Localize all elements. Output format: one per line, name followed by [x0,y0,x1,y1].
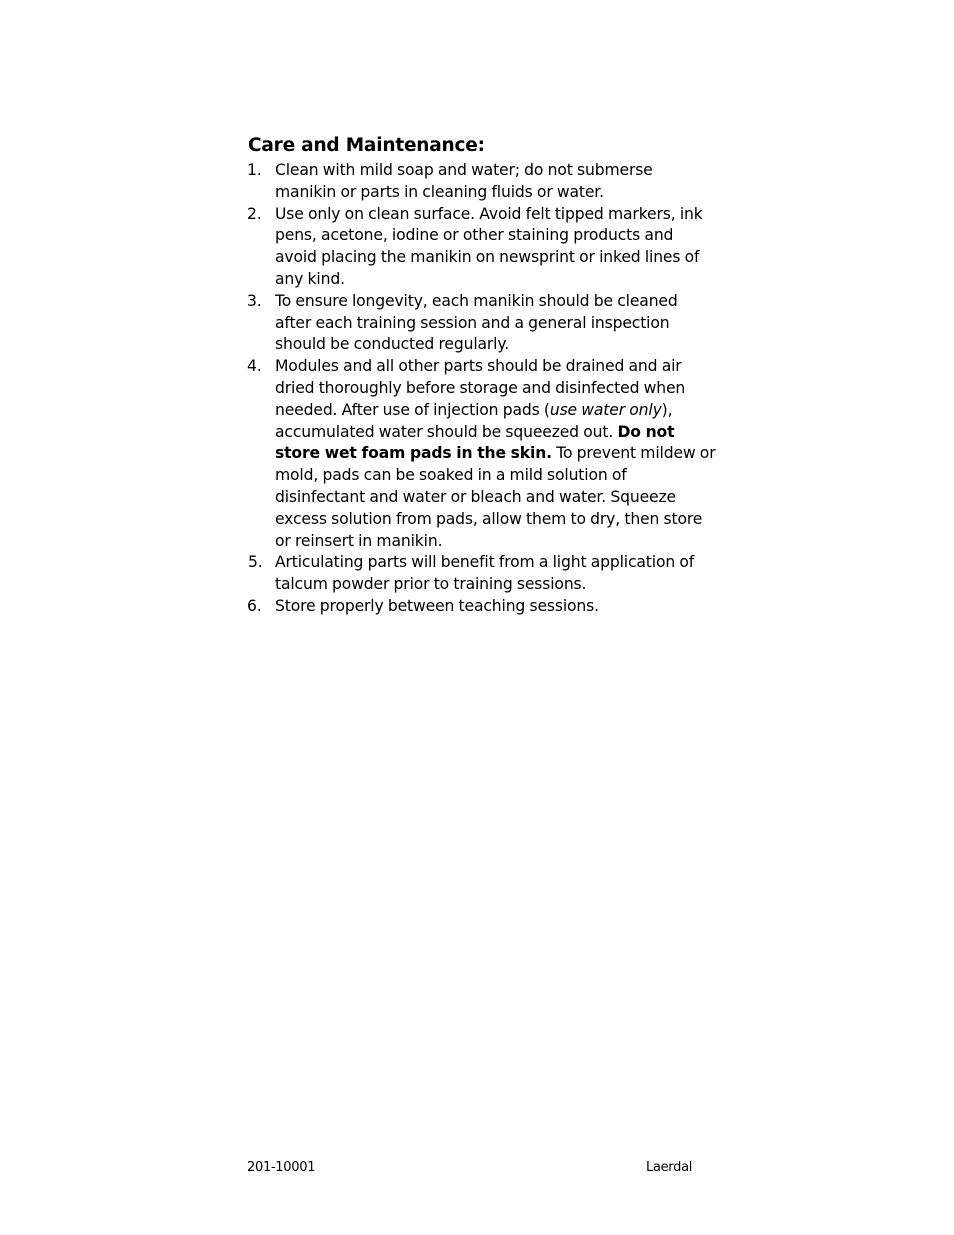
list-item [248,552,718,596]
footer-brand: Laerdal [646,1160,693,1175]
list-item-number: 5. [248,553,263,572]
list-item [248,596,718,618]
section-heading: Care and Maintenance: [248,135,485,156]
list-item-number: 1. [247,161,262,179]
bold-warning: Do not store wet foam pads in the skin. [275,422,675,463]
care-maintenance-section [248,133,718,618]
list-item-text: Articulating parts will benefit from a light application of talcum powder prior to training sessions. [275,553,695,594]
maintenance-list [248,160,718,618]
list-item [248,204,718,291]
list-item-text: Use only on clean surface. Avoid felt tipped markers, ink pens, acetone, iodine or other staining products and avoid placing the manikin on newsprint or inked lines of any kind. [275,204,703,288]
list-item-text: Store properly between teaching sessions. [275,596,599,615]
list-item-number: 2. [247,204,262,223]
italic-note: use water only [549,400,662,419]
list-item [248,160,718,204]
list-item-text: Modules and all other parts should be drained and air dried thoroughly before storage and disinfected when needed. After use of injection pads (use water only), accumulated water should be squeezed out. Do not store wet foam pads in the skin. To prevent mildew or mold, pads can be soaked in a mild solution of disinfectant and water or bleach and water. Squeeze excess solution from pads, allow them to dry, then store or reinsert in manikin. [275,357,716,550]
list-item-text: To ensure longevity, each manikin should be cleaned after each training session and a general inspection should be conducted regularly. [275,291,678,354]
list-item [248,356,718,552]
list-item-number: 3. [247,291,262,310]
footer-doc-number: 201-10001 [247,1160,316,1175]
list-item-number: 4. [247,357,262,376]
list-item [248,291,718,356]
list-item-number: 6. [247,596,262,615]
list-item-text: Clean with mild soap and water; do not submerse manikin or parts in cleaning fluids or water. [275,161,653,201]
